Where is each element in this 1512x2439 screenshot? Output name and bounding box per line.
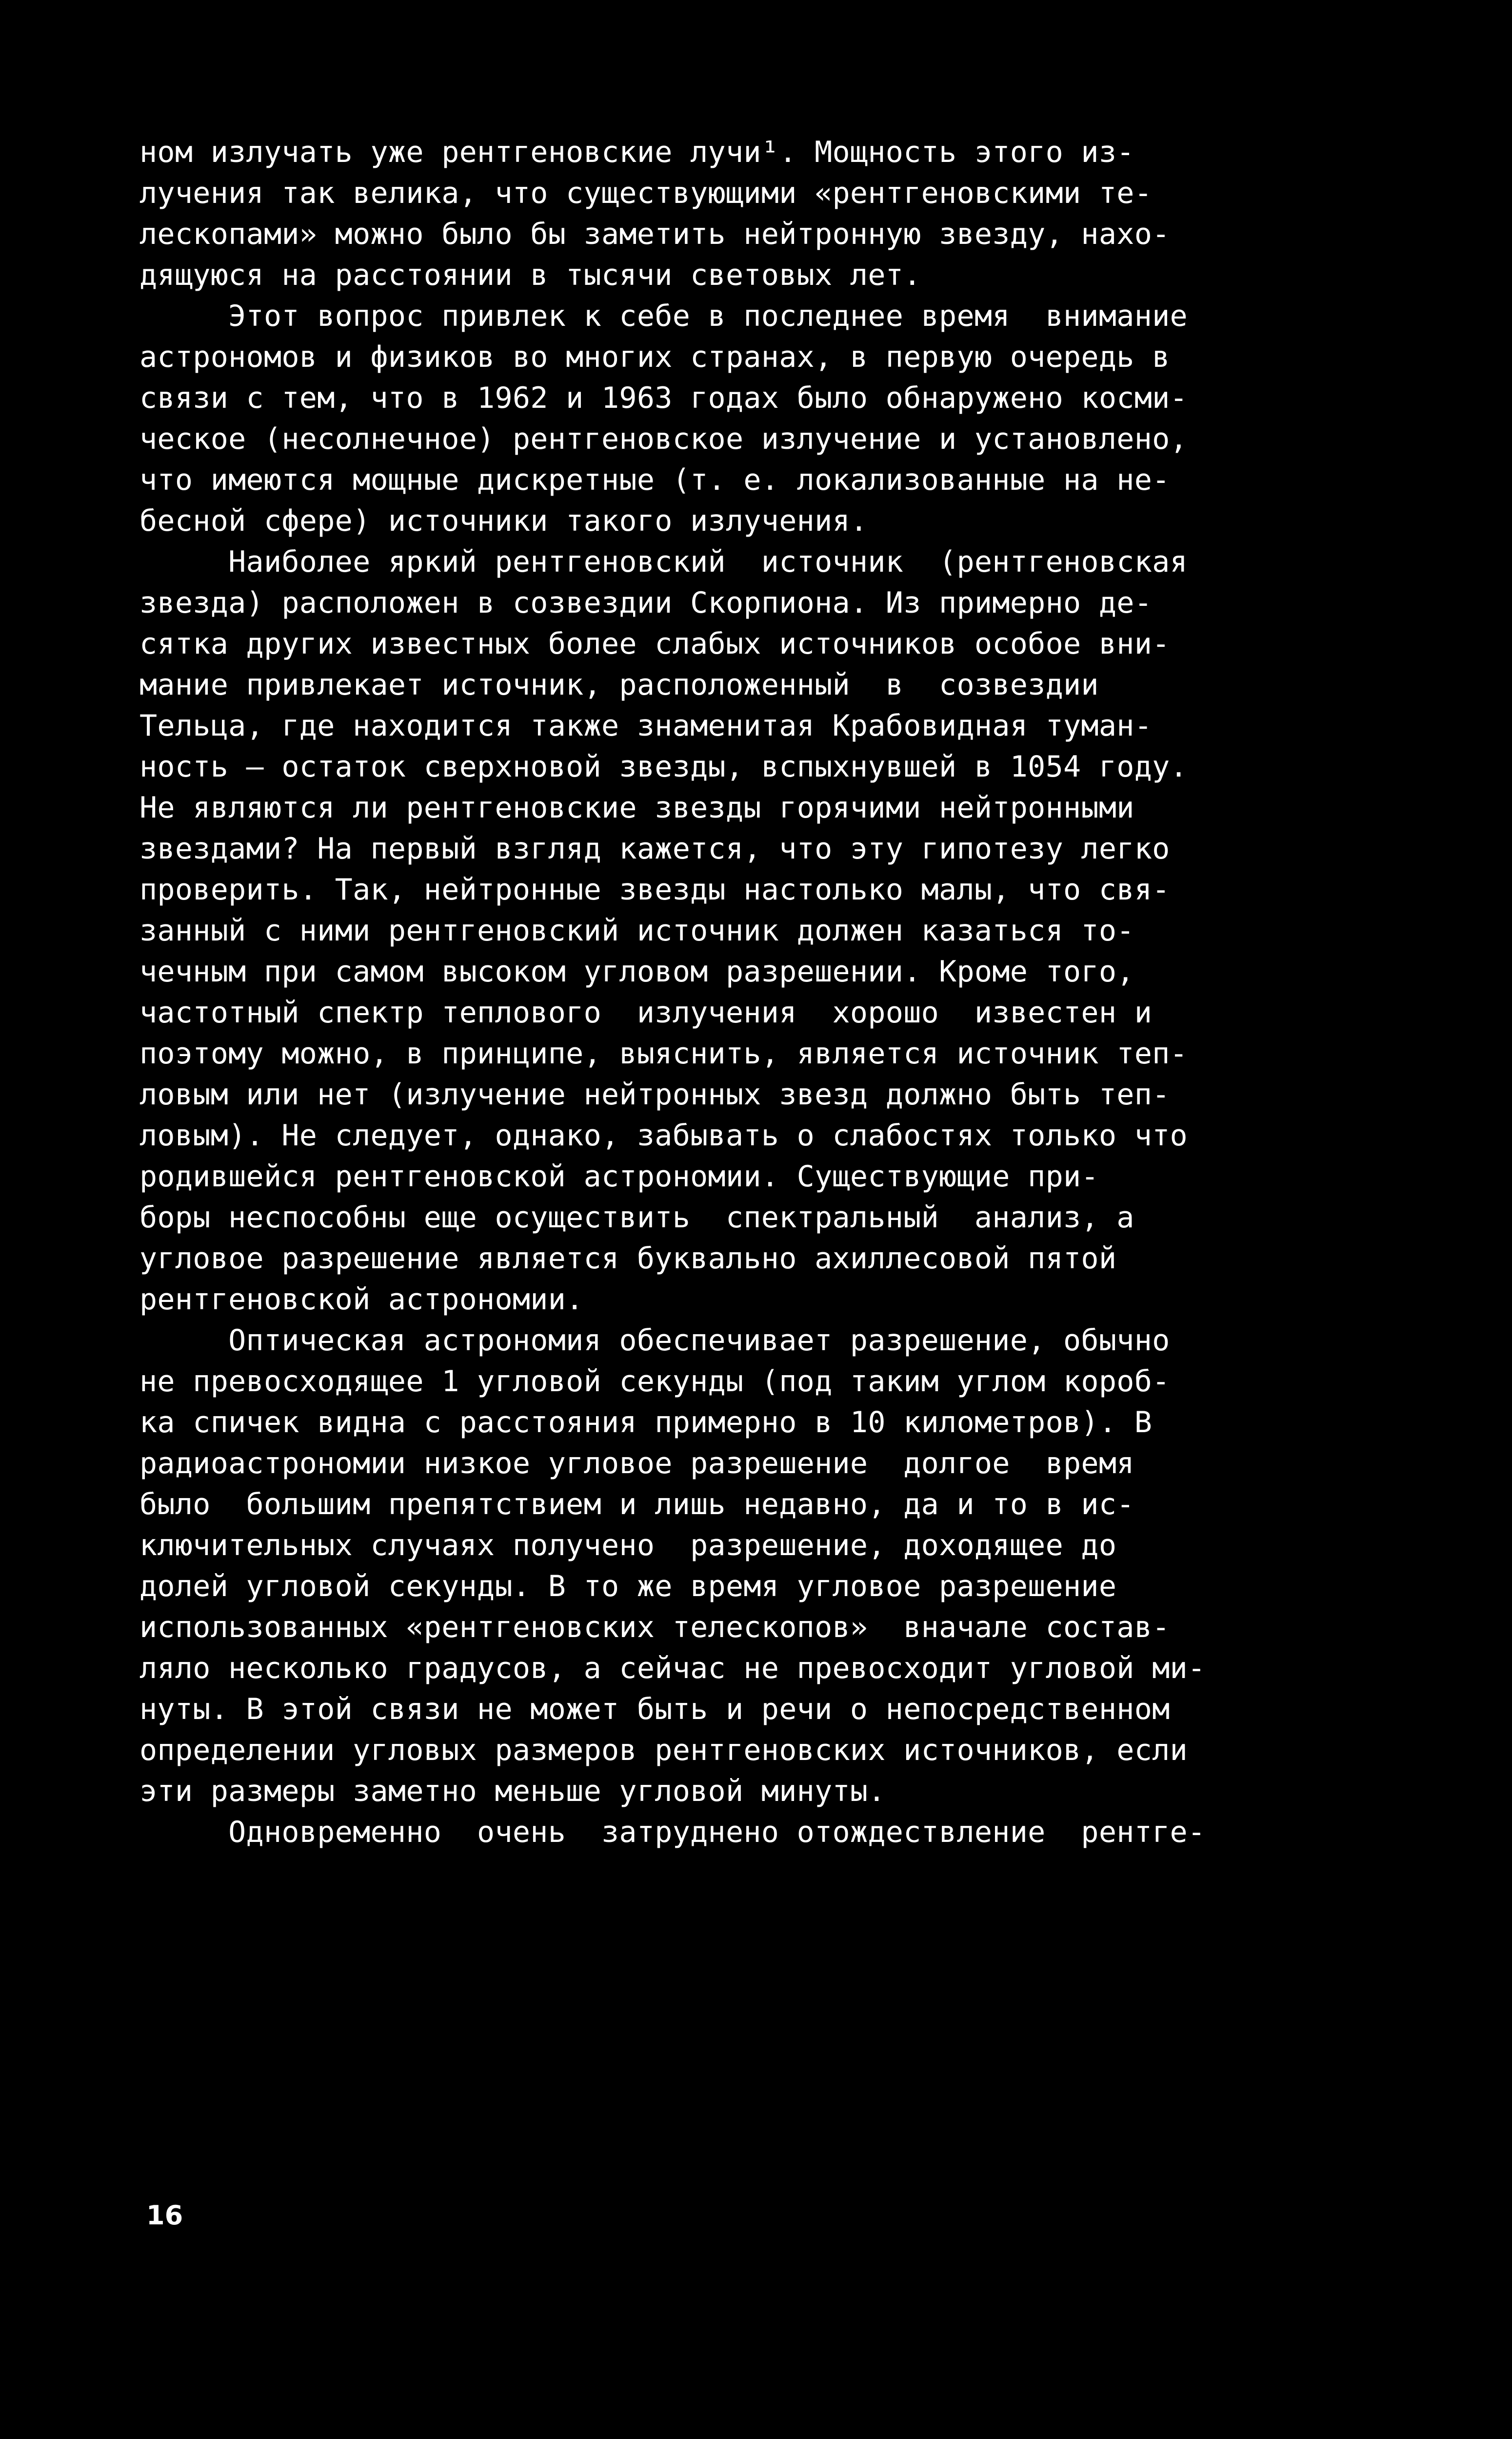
text-line: рентгеновской астрономии.: [139, 1282, 584, 1317]
text-line: ключительных случаях получено разрешение, доходящее до: [139, 1528, 1117, 1562]
text-line: Тельца, где находится также знаменитая Крабовидная туман-: [139, 709, 1153, 743]
text-line: эти размеры заметно меньше угловой минуты.: [139, 1774, 886, 1808]
text-line: лескопами» можно было бы заметить нейтронную звезду, нахо-: [139, 217, 1170, 251]
text-line: что имеются мощные дискретные (т. е. локализованные на не-: [139, 463, 1170, 497]
text-line: мание привлекает источник, расположенный в созвездии: [139, 668, 1099, 702]
text-line: боры неспособны еще осуществить спектральный анализ, а: [139, 1200, 1134, 1235]
text-line: долей угловой секунды. В то же время угловое разрешение: [139, 1569, 1117, 1603]
text-line: звезда) расположен в созвездии Скорпиона. Из примерно де-: [139, 586, 1153, 620]
text-line: родившейся рентгеновской астрономии. Существующие при-: [139, 1160, 1099, 1194]
text-line: ка спичек видна с расстояния примерно в 10 километров). В: [139, 1405, 1153, 1439]
body-text: [139, 132, 1374, 1853]
text-line: определении угловых размеров рентгеновских источников, если: [139, 1733, 1188, 1767]
text-line: проверить. Так, нейтронные звезды настолько малы, что свя-: [139, 873, 1170, 907]
text-line: лучения так велика, что существующими «рентгеновскими те-: [139, 176, 1153, 210]
text-line: ческое (несолнечное) рентгеновское излучение и установлено,: [139, 422, 1188, 456]
text-line: связи с тем, что в 1962 и 1963 годах было обнаружено косми-: [139, 381, 1188, 415]
text-line: использованных «рентгеновских телескопов» вначале состав-: [139, 1610, 1170, 1644]
text-line: ляло несколько градусов, а сейчас не превосходит угловой ми-: [139, 1651, 1206, 1685]
text-line: нуты. В этой связи не может быть и речи о непосредственном: [139, 1692, 1170, 1726]
text-line: ловым или нет (излучение нейтронных звезд должно быть теп-: [139, 1078, 1170, 1112]
text-line: ность — остаток сверхновой звезды, вспыхнувшей в 1054 году.: [139, 750, 1188, 784]
text-line: звездами? На первый взгляд кажется, что эту гипотезу легко: [139, 832, 1170, 866]
text-line: астрономов и физиков во многих странах, в первую очередь в: [139, 340, 1170, 374]
text-line: угловое разрешение является буквально ахиллесовой пятой: [139, 1241, 1117, 1276]
text-line: не превосходящее 1 угловой секунды (под таким углом короб-: [139, 1364, 1170, 1399]
text-line: поэтому можно, в принципе, выяснить, является источник теп-: [139, 1037, 1188, 1071]
text-line: сятка других известных более слабых источников особое вни-: [139, 627, 1170, 661]
text-line: занный с ними рентгеновский источник должен казаться то-: [139, 914, 1134, 948]
text-line: Не являются ли рентгеновские звезды горячими нейтронными: [139, 791, 1134, 825]
text-line: ловым). Не следует, однако, забывать о слабостях только что: [139, 1119, 1188, 1153]
text-line: чечным при самом высоком угловом разрешении. Кроме того,: [139, 955, 1134, 989]
text-line: радиоастрономии низкое угловое разрешение долгое время: [139, 1446, 1134, 1480]
text-line: было большим препятствием и лишь недавно, да и то в ис-: [139, 1487, 1134, 1521]
text-line: Одновременно очень затруднено отождествление рентге-: [139, 1815, 1206, 1849]
text-line: ном излучать уже рентгеновские лучи¹. Мощность этого из-: [139, 135, 1134, 169]
text-line: дящуюся на расстоянии в тысячи световых лет.: [139, 258, 921, 292]
page-number: 16: [146, 2200, 183, 2231]
text-line: бесной сфере) источники такого излучения.: [139, 504, 868, 538]
text-line: Этот вопрос привлек к себе в последнее время внимание: [139, 299, 1188, 333]
text-line: частотный спектр теплового излучения хорошо известен и: [139, 996, 1153, 1030]
text-line: Оптическая астрономия обеспечивает разрешение, обычно: [139, 1323, 1170, 1358]
text-line: Наиболее яркий рентгеновский источник (рентгеновская: [139, 545, 1188, 579]
